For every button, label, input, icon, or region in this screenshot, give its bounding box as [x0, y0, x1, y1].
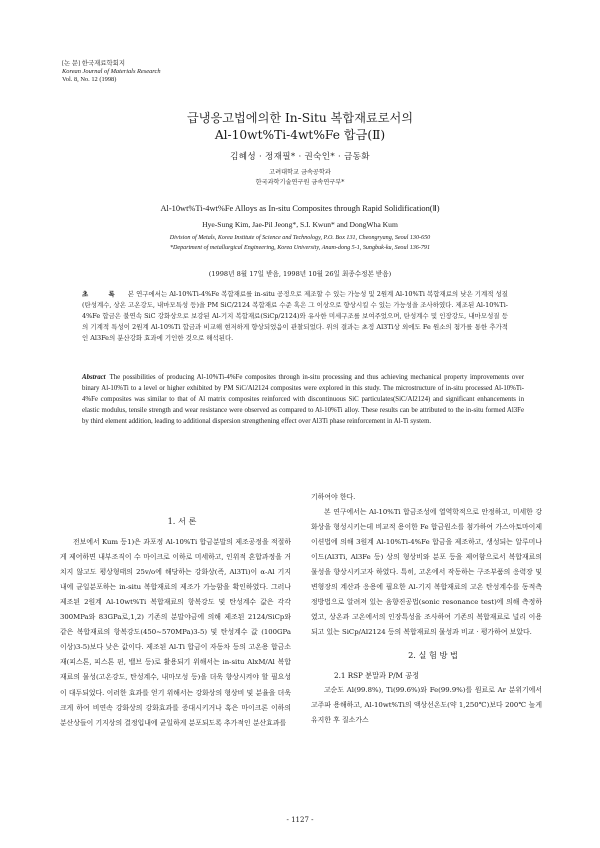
abstract-kr-label: 초 록 — [82, 290, 124, 298]
received-dates: (1998년 8월 17일 받음, 1998년 10월 26일 최종수정본 받음) — [208, 270, 392, 278]
journal-header — [62, 60, 161, 84]
title-kr-line2: Al-10wt%Ti-4wt%Fe 합금(Ⅱ) — [214, 128, 386, 142]
abstract-kr-text: 본 연구에서는 Al-10%Ti-4%Fe 복합재료를 in-situ 공정으로 제조할 수 있는 가능성 및 2원계 Al-10%Ti 복합재료의 낮은 기계적 성질(탄성계수, 상온 고온강도, 내마모특성 등)을 PM SiC/2124 복합재료 수준 혹은 그 이상으로 향상시킬 수 있는 가능성을 조사하였다. 제조된 Al-10%Ti-4%Fe 합금은 불연속 SiC 강화상으로 보강된 Al-기지 복합재료(SiCp/2124)와 유사한 미세구조를 보여주었으며, 탄성계수 및 인장강도, 내마모성질 등의 기계적 특성이 2원계 Al-10%Ti 합금과 비교해 현저하게 향상되었음이 관찰되었다. 위의 결과는 초정 Al3Ti상 외에도 Fe 원소의 첨가를 통한 추가적인 Al3Fe의 분산강화 효과에 기인한 것으로 해석된다. — [82, 290, 508, 342]
affiliation-en-1: Division of Metals, Korea Institute of Science and Technology, P.O. Box 131, Cheongryang, Seoul 130-650 — [169, 235, 431, 241]
abstract-kr — [82, 289, 508, 344]
abstract-en — [82, 372, 524, 427]
abstract-en-label: Abstract — [82, 374, 106, 381]
section1-heading: 1. 서 론 — [167, 516, 197, 526]
subsection-2-1-heading: 2.1 RSP 분말과 P/M 공정 — [334, 670, 420, 680]
section1-paragraph: 전보에서 Kum 등1)은 과포정 Al-10%Ti 합금분말의 제조공정을 적절하게 제어하면 내부조직이 수 마이크로 이하로 미세하고, 인위적 혼합과정을 거치지 않고도 평상형태의 25v/o에 해당하는 강화상(즉, Al3Ti)이 α-Al 기지 내에 균일분포하는 in-situ 복합재료의 제조가 가능함을 확인하였다. 그러나 제조된 2원계 Al-10wt%Ti 복합재료의 항복강도 및 탄성계수 값은 각각 300MPa와 83GPa로,1,2) 기존의 분말야금에 의해 제조된 2124/SiCp와 같은 복합재료의 항복강도(450~570MPa)3-5) 및 탄성계수 값 (100GPa 이상)3-5)보다 낮은 값이다. 제조된 Al-Ti 합금이 자동차 등의 고온용 합금소재(피스톤, 피스톤 핀, 밸브 등)로 활용되기 위해서는 in-situ AlxM/Al 복합재료의 물성(고온강도, 탄성계수, 내마모성 등)을 더욱 향상시켜야 할 필요성이 대두되었다. 이러한 효과를 얻기 위해서는 강화상의 형상비 및 분율을 더욱 크게 하여 비연속 강화상의 강화효과를 증대시키거나 혹은 마이크론 이하의 분산상들이 기지상의 결정입내에 균일하게 분포되도록 추가적인 분산효과를 — [60, 538, 291, 727]
col2-paragraph2: 고순도 Al(99.8%), Ti(99.6%)와 Fe(99.9%)를 원료로 Ar 분위기에서 고주파 용해하고, Al-10wt%Ti의 액상선온도(약 1,250℃)보다 200℃ 높게 유지한 후 질소가스 — [311, 685, 542, 724]
affiliation-kr-2: 한국과학기술연구원 금속연구부* — [255, 179, 345, 186]
title-en: Al-10wt%Ti-4wt%Fe Alloys as In-situ Composites through Rapid Solidification(Ⅱ) — [160, 204, 440, 213]
right-column — [311, 490, 542, 728]
authors-en: Hye-Sung Kim, Jae-Pil Jeong*, S.I. Kwun* and DongWha Kum — [202, 220, 398, 229]
authors-kr: 김혜성 · 정재필* · 권숙인* · 금동화 — [230, 152, 370, 162]
section2-heading: 2. 실 험 방 법 — [408, 650, 458, 661]
col2-paragraph1: 본 연구에서는 Al-10%Ti 합금조성에 열역학적으로 안정하고, 미세한 강화상을 형성시키는데 비교적 용이한 Fe 합금원소를 첨가하여 가스아토마이제이션법에 의해 3원계 Al-10%Ti-4%Fe 합금을 제조하고, 생성되는 알루미나이드(Al3Ti, Al3Fe 등) 상의 형상비와 분포 등을 제어함으로서 복합재료의 물성을 향상시키고자 하였다. 특히, 고온에서 작동하는 구조부품의 응력장 및 변형장의 계산과 응용에 필요한 Al-기지 복합재료의 고온 탄성계수를 동적측정방법으로 알려져 있는 음향진공법(sonic resonance test)에 의해 측정하였고, 상온과 고온에서의 인장특성을 조사하여 기존의 복합재료로 널리 이용되고 있는 SiCp/Al2124 등의 복합재료의 물성과 비교 · 평가하여 보았다. — [311, 508, 542, 637]
page-number: - 1127 - — [286, 816, 314, 824]
abstract-en-text: The possibilities of producing Al-10%Ti-4%Fe composites through in-situ processing and thus achieving mechanical property improvements over binary Al-10%Ti to a level or higher exhibited by PM SiC/Al2124 composites were explored in this study. The microstructure of in-situ processed Al-10%Ti-4%Fe composites was similar to that of Al matrix composites reinforced with discontinuous SiC particulates(SiC/Al2124) and significant enhancements in elastic modulus, tensile strength and wear resistance were observed as compared to Al-10%Ti alloy. These results can be attributed to the in-situ formed Al3Fe by third element addition, leading to additional dispersion strengthening effect over Al3Ti phase reinforcement in Al-Ti system. — [82, 374, 524, 426]
affiliation-en-2: *Department of metallurgical Engineering, Korea University, Anam-dong 5-1, Sungbuk-ku, Seoul 136-791 — [169, 245, 431, 251]
title-kr-line1: 급냉응고법에의한 In-Situ 복합재료로서의 — [186, 111, 414, 125]
col2-continuation: 기하여야 한다. — [311, 493, 356, 501]
journal-header-line2: Korean Journal of Materials Research — [62, 68, 161, 75]
left-column — [60, 514, 291, 731]
affiliation-kr-1: 고려대학교 금속공학과 — [269, 169, 331, 176]
journal-header-line3: Vol. 8, No. 12 (1998) — [62, 76, 117, 83]
journal-header-line1: [논 문] 한국재료학회지 — [62, 60, 126, 67]
